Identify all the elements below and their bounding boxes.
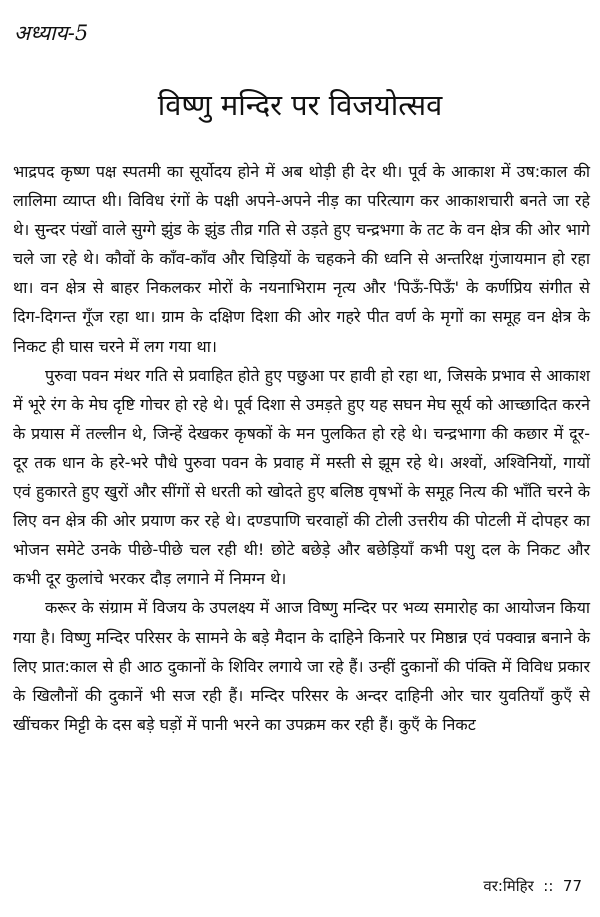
body-text [13, 157, 590, 739]
chapter-title: विष्णु मन्दिर पर विजयोत्सव [157, 88, 443, 123]
paragraph: पुरुवा पवन मंथर गति से प्रवाहित होते हुए पछुआ पर हावी हो रहा था, जिसके प्रभाव से आकाश में भूरे रंग के मेघ दृष्टि गोचर हो रहे थे। पूर्व दिशा से उमड़ते हुए यह सघन मेघ सूर्य को आच्छादित करने के प्रयास में तल्लीन थे, जिन्हें देखकर कृषकों के मन पुलकित हो रहे थे। चन्द्रभागा की कछार में दूर-दूर तक धान के हरे-भरे पौधे पुरुवा पवन के प्रवाह में मस्ती से झूम रहे थे। अश्वों, अश्विनियों, गायों एवं हुकारते हुए खुरों और सींगों से धरती को खोदते हुए बलिष्ठ वृषभों के समूह नित्य की भाँति चरने के लिए वन क्षेत्र की ओर प्रयाण कर रहे थे। दण्डपाणि चरवाहों की टोली उत्तरीय की पोटली में दोपहर का भोजन समेटे उनके पीछे-पीछे चल रही थी! छोटे बछेड़े और बछेड़ियाँ कभी पशु दल के निकट और कभी दूर कुलांचे भरकर दौड़ लगाने में निमग्न थे। [13, 365, 590, 589]
chapter-label: अध्याय-5 [14, 21, 89, 45]
paragraph: करूर के संग्राम में विजय के उपलक्ष्य में आज विष्णु मन्दिर पर भव्य समारोह का आयोजन किया गया है। विष्णु मन्दिर परिसर के सामने के बड़े मैदान के दाहिने किनारे पर मिष्ठान्न एवं पक्वान्न बनाने के लिए प्रात:काल से ही आठ दुकानों के शिविर लगाये जा रहे हैं। उन्हीं दुकानों की पंक्ति में विविध प्रकार के खिलौनों की दुकानें भी सज रही हैं। मन्दिर परिसर के अन्दर दाहिनी ओर चार युवतियाँ कुएँ से खींचकर मिट्टी के दस बड़े घड़ों में पानी भरने का उपक्रम कर रही हैं। कुएँ के निकट [13, 598, 590, 734]
page-footer: वर:मिहिर :: 77 [483, 877, 582, 895]
paragraph: भाद्रपद कृष्ण पक्ष स्पतमी का सूर्योदय होने में अब थोड़ी ही देर थी। पूर्व के आकाश में उष:काल की लालिमा व्याप्त थी। विविध रंगों के पक्षी अपने-अपने नीड़ का परित्याग कर आकाशचारी बनते जा रहे थे। सुन्दर पंखों वाले सुग्गे झुंड के झुंड तीव्र गति से उड़ते हुए चन्द्रभगा के तट के वन क्षेत्र की ओर भागे चले जा रहे थे। कौवों के काँव-काँव और चिड़ियों के चहकने की ध्वनि से अन्तरिक्ष गुंजायमान हो रहा था। वन क्षेत्र से बाहर निकलकर मोरों के नयनाभिराम नृत्य और 'पिऊँ-पिऊँ' के कर्णप्रिय संगीत से दिग-दिगन्त गूँज रहा था। ग्राम के दक्षिण दिशा की ओर गहरे पीत वर्ण के मृगों का समूह वन क्षेत्र के निकट ही घास चरने में लग गया था। [13, 162, 590, 356]
